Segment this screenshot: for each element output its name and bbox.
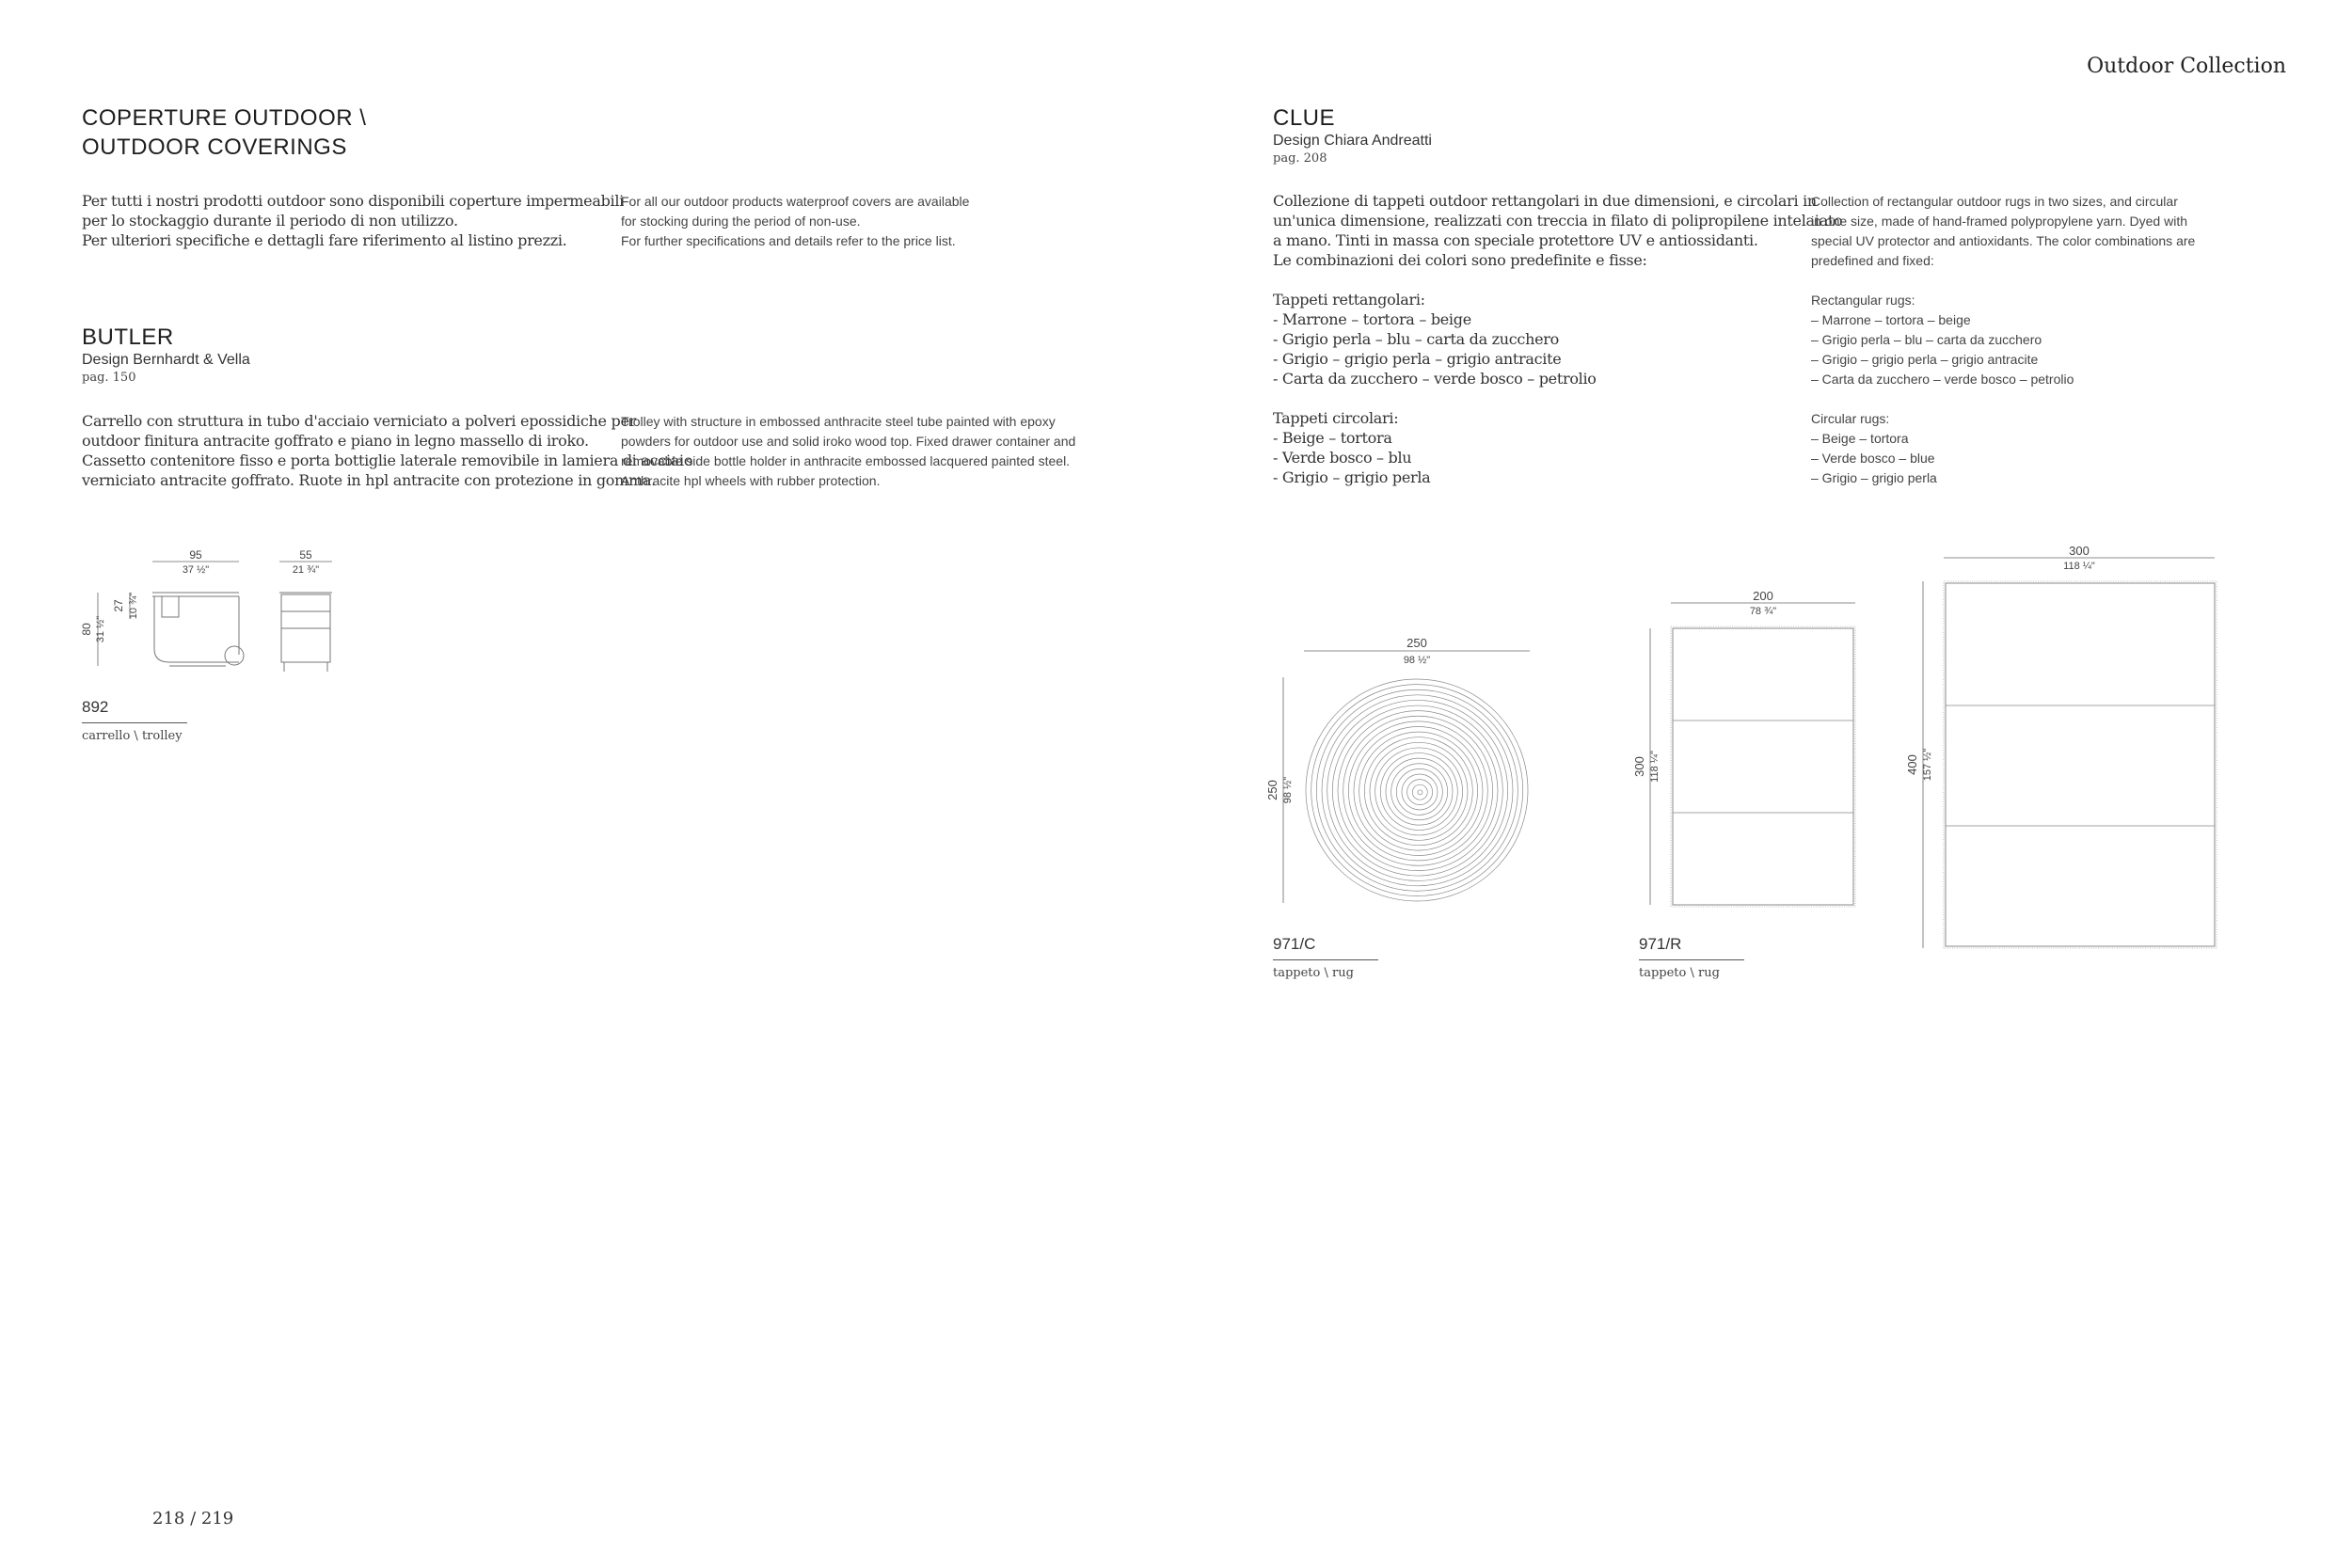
text-line: - Marrone – tortora – beige: [1273, 310, 1471, 328]
round-rug-product: [1273, 935, 1378, 980]
text-line: – Carta da zucchero – verde bosco – petrolio: [1811, 372, 2074, 387]
spiral-ring: [1396, 768, 1442, 815]
product-code: 971/C: [1273, 935, 1316, 953]
dim-round-height-in: 98 ½": [1282, 776, 1294, 804]
clue-text-it: [1273, 191, 1842, 487]
spiral-ring: [1391, 764, 1448, 820]
product-label: tappeto \ rug: [1273, 966, 1354, 980]
text-line: Collection of rectangular outdoor rugs in two sizes, and circular: [1811, 194, 2178, 209]
dim-round-width-in: 98 ½": [1403, 655, 1431, 666]
butler-text-it: [82, 411, 692, 490]
code-divider: [1273, 959, 1378, 960]
rect-small-rug-drawing: [1628, 585, 1872, 933]
rect-large-rug-outline: [1944, 581, 2217, 948]
text-line: predefined and fixed:: [1811, 253, 1934, 268]
text-line: For all our outdoor products waterproof covers are available: [621, 194, 970, 209]
text-line: Cassetto contenitore fisso e porta bottiglie laterale removibile in lamiera di acciaio: [82, 451, 693, 469]
text-line: For further specifications and details refer to the price list.: [621, 233, 956, 248]
dim-height-in: 31 ½": [95, 615, 106, 643]
spiral-ring: [1322, 695, 1513, 886]
coverings-text-it: [82, 191, 624, 250]
text-line: – Verde bosco – blue: [1811, 451, 1935, 466]
dim-depth: 55: [299, 548, 312, 562]
butler-product: [82, 698, 187, 743]
butler-text-en: [621, 412, 1075, 491]
rect-small-rug-outline: [1671, 626, 1855, 907]
dim-rect-small-width-in: 78 ¾": [1749, 606, 1777, 617]
butler-header: [82, 323, 250, 385]
clue-designer: Design Chiara Andreatti: [1273, 133, 1432, 149]
butler-technical-drawing: [75, 544, 358, 675]
spiral-ring: [1412, 784, 1427, 800]
text-line: – Grigio perla – blu – carta da zucchero: [1811, 332, 2042, 347]
product-code: 892: [82, 698, 109, 716]
text-line: - Carta da zucchero – verde bosco – petrolio: [1273, 370, 1597, 388]
spiral-ring: [1338, 711, 1498, 871]
dim-width-in: 37 ½": [182, 564, 210, 576]
round-rug-drawing: [1261, 630, 1543, 922]
text-line: Carrello con struttura in tubo d'acciaio verniciato a polveri epossidiche per: [82, 412, 636, 430]
text-line: Le combinazioni dei colori sono predefinite e fisse:: [1273, 251, 1647, 269]
product-code: 971/R: [1639, 935, 1682, 953]
spiral-ring: [1407, 780, 1433, 805]
trolley-front-view: [152, 593, 244, 666]
coverings-text-en: [621, 192, 969, 251]
text-line: Circular rugs:: [1811, 411, 1890, 426]
text-line: in one size, made of hand-framed polypropylene yarn. Dyed with: [1811, 214, 2187, 229]
text-line: - Grigio – grigio perla: [1273, 468, 1431, 486]
spiral-ring: [1380, 753, 1457, 831]
dim-rect-large-width: 300: [2069, 544, 2090, 558]
dim-seat: 27: [112, 599, 125, 612]
trolley-side-view: [279, 593, 332, 672]
dim-round-width: 250: [1406, 636, 1427, 650]
text-line: Per tutti i nostri prodotti outdoor sono disponibili coperture impermeabili: [82, 192, 624, 210]
text-line: un'unica dimensione, realizzati con treccia in filato di polipropilene intelaiato: [1273, 212, 1843, 230]
spiral-ring: [1370, 742, 1468, 840]
code-divider: [1639, 959, 1744, 960]
coverings-title-line: OUTDOOR COVERINGS: [82, 135, 347, 160]
text-line: for stocking during the period of non-use.: [621, 214, 861, 229]
text-line: - Grigio – grigio perla – grigio antracite: [1273, 350, 1562, 368]
dim-seat-in: 10 ¾": [128, 592, 139, 620]
text-line: – Beige – tortora: [1811, 431, 1909, 446]
dim-rect-large-width-in: 118 ¼": [2063, 561, 2095, 572]
text-line: powders for outdoor use and solid iroko wood top. Fixed drawer container and: [621, 434, 1076, 449]
text-line: Tappeti rettangolari:: [1273, 291, 1425, 309]
clue-text-en: [1811, 192, 2195, 488]
text-line: - Verde bosco – blu: [1273, 449, 1412, 467]
dim-rect-large-height: 400: [1905, 754, 1919, 775]
dim-round-height: 250: [1265, 780, 1279, 800]
code-divider: [82, 722, 187, 723]
product-label: tappeto \ rug: [1639, 966, 1720, 980]
coverings-title: [82, 103, 366, 162]
dim-rect-small-height-in: 118 ¼": [1649, 751, 1661, 783]
spiral-ring: [1327, 700, 1508, 880]
text-line: Collezione di tappeti outdoor rettangolari in due dimensioni, e circolari in: [1273, 192, 1817, 210]
dim-rect-small-width: 200: [1753, 589, 1773, 603]
coverings-title-line: COPERTURE OUTDOOR \: [82, 105, 367, 131]
butler-page-ref: pag. 150: [82, 371, 136, 385]
spiral-ring: [1418, 790, 1422, 795]
text-line: Per ulteriori specifiche e dettagli fare riferimento al listino prezzi.: [82, 231, 567, 249]
text-line: Trolley with structure in embossed anthracite steel tube painted with epoxy: [621, 414, 1056, 429]
round-rug-spiral: [1306, 679, 1528, 901]
dim-rect-small-height: 300: [1632, 756, 1646, 777]
butler-title: BUTLER: [82, 325, 174, 350]
dim-width: 95: [189, 548, 202, 562]
clue-header: [1273, 103, 1432, 166]
text-line: verniciato antracite goffrato. Ruote in hpl antracite con protezione in gomma.: [82, 471, 656, 489]
dim-rect-large-height-in: 157 ½": [1922, 748, 1933, 782]
text-line: per lo stockaggio durante il periodo di non utilizzo.: [82, 212, 458, 230]
clue-title: CLUE: [1273, 105, 1336, 131]
text-line: – Grigio – grigio perla – grigio antracite: [1811, 352, 2039, 367]
text-line: - Grigio perla – blu – carta da zucchero: [1273, 330, 1559, 348]
rect-large-rug-drawing: [1900, 542, 2220, 956]
rect-rug-product: [1639, 935, 1744, 980]
page-numbers: 218 / 219: [152, 1509, 234, 1528]
text-line: - Beige – tortora: [1273, 429, 1392, 447]
text-line: outdoor finitura antracite goffrato e piano in legno massello di iroko.: [82, 432, 589, 450]
spiral-ring: [1306, 679, 1528, 901]
text-line: Anthracite hpl wheels with rubber protection.: [621, 473, 881, 488]
dim-height: 80: [80, 623, 93, 636]
spiral-ring: [1375, 748, 1463, 835]
text-line: Rectangular rugs:: [1811, 293, 1915, 308]
text-line: special UV protector and antioxidants. The color combinations are: [1811, 233, 2196, 248]
butler-designer: Design Bernhardt & Vella: [82, 352, 250, 368]
text-line: Tappeti circolari:: [1273, 409, 1399, 427]
clue-page-ref: pag. 208: [1273, 151, 1327, 166]
collection-title: Outdoor Collection: [2087, 55, 2286, 78]
text-line: a mano. Tinti in massa con speciale protettore UV e antiossidanti.: [1273, 231, 1758, 249]
text-line: – Grigio – grigio perla: [1811, 470, 1937, 485]
text-line: – Marrone – tortora – beige: [1811, 312, 1971, 327]
product-label: carrello \ trolley: [82, 729, 183, 743]
dim-depth-in: 21 ¾": [292, 564, 320, 576]
text-line: removable side bottle holder in anthracite embossed lacquered painted steel.: [621, 453, 1071, 468]
